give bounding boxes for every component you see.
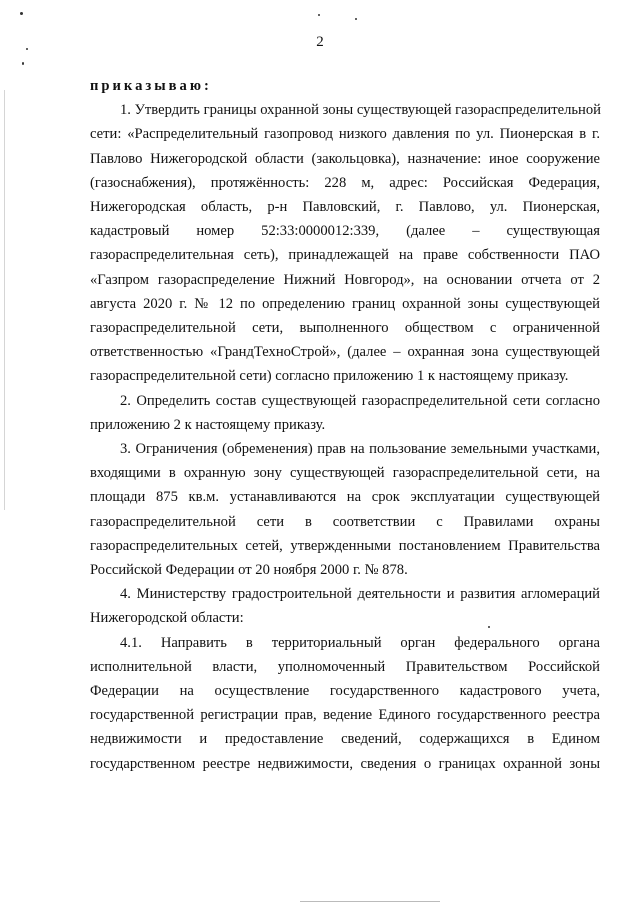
text-line: недвижимости и предоставление сведений, содержащихся в Едином — [90, 731, 600, 748]
text-line: газораспределительной сети, выполненного обществом с ограниченной — [90, 320, 600, 337]
scan-speck — [318, 14, 320, 16]
order-heading: приказываю: — [90, 78, 212, 94]
scan-edge-line — [300, 901, 440, 902]
scan-speck — [355, 18, 357, 20]
text-line: «Газпром газораспределение Нижний Новгород», на основании отчета от 2 — [90, 271, 600, 288]
text-line: (газоснабжения), протяжённость: 228 м, адрес: Российская Федерация, — [90, 174, 600, 191]
text-line: газораспределительной сети) согласно приложению 1 к настоящему приказу. — [90, 368, 569, 385]
text-line: Федерации на осуществление государственного кадастрового учета, — [90, 683, 600, 700]
text-line: кадастровый номер 52:33:0000012:339, (далее – существующая — [90, 223, 600, 240]
text-line: Павлово Нижегородской области (закольцовка), назначение: иное сооружение — [90, 150, 600, 167]
text-line: приложению 2 к настоящему приказу. — [90, 416, 326, 433]
text-line: Нижегородской области: — [90, 610, 244, 627]
scan-edge-line — [4, 90, 5, 510]
text-line: Нижегородская область, р-н Павловский, г. Павлово, ул. Пионерская, — [90, 199, 600, 216]
text-line: государственном реестре недвижимости, сведения о границах охранной зоны — [90, 755, 600, 772]
text-line: входящими в охранную зону существующей газораспределительной сети, на — [90, 465, 600, 482]
text-line: 4. Министерству градостроительной деятельности и развития агломераций — [120, 586, 600, 603]
document-body — [90, 74, 600, 776]
scan-speck — [22, 62, 24, 65]
text-line: сети: «Распределительный газопровод низкого давления по ул. Пионерская в г. — [90, 126, 600, 143]
text-line: 2. Определить состав существующей газораспределительной сети согласно — [120, 392, 600, 409]
scan-speck — [20, 12, 23, 15]
text-line: 4.1. Направить в территориальный орган федерального органа — [120, 634, 600, 651]
text-line: 1. Утвердить границы охранной зоны существующей газораспределительной — [120, 102, 601, 119]
text-line: исполнительной власти, уполномоченный Правительством Российской — [90, 658, 600, 675]
scan-speck — [26, 48, 28, 50]
text-line: государственной регистрации прав, ведение Единого государственного реестра — [90, 707, 600, 724]
text-line: Российской Федерации от 20 ноября 2000 г. № 878. — [90, 562, 408, 579]
text-line: августа 2020 г. № 12 по определению границ охранной зоны существующей — [90, 295, 600, 312]
text-line: 3. Ограничения (обременения) прав на пользование земельными участками, — [120, 441, 600, 458]
text-line: газораспределительная сеть), принадлежащей на праве собственности ПАО — [90, 247, 600, 264]
page-number: 2 — [316, 34, 324, 50]
text-line: ответственностью «ГрандТехноСтрой», (далее – охранная зона существующей — [90, 344, 600, 361]
text-line: площади 875 кв.м. устанавливаются на срок эксплуатации существующей — [90, 489, 600, 506]
text-line: газораспределительной сети в соответствии с Правилами охраны — [90, 513, 600, 530]
text-line: газораспределительных сетей, утвержденными постановлением Правительства — [90, 537, 600, 554]
scan-speck — [488, 626, 490, 628]
